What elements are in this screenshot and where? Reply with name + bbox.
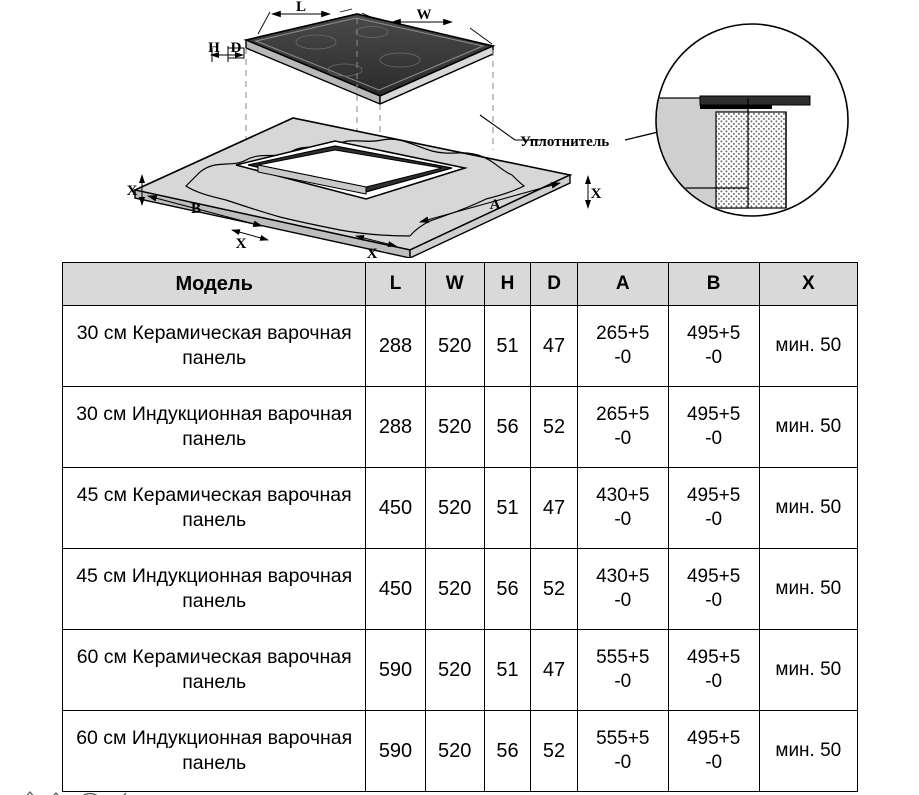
cell-h: 51 (484, 306, 531, 387)
installation-diagram-svg (0, 0, 919, 258)
cell-b: 495+5 -0 (668, 306, 759, 387)
cell-b: 495+5 -0 (668, 468, 759, 549)
cell-d: 52 (531, 711, 578, 792)
dimension-x-right (588, 176, 602, 208)
countertop-cutout-icon (135, 118, 570, 258)
cell-w: 520 (425, 630, 484, 711)
cooktop-panel-icon (246, 14, 493, 104)
cell-w: 520 (425, 306, 484, 387)
column-header-w: W (425, 263, 484, 306)
installation-diagram (0, 0, 919, 258)
label-a: A (489, 197, 501, 213)
cell-d: 52 (531, 387, 578, 468)
table-row (63, 711, 858, 792)
cell-h: 51 (484, 630, 531, 711)
table-row (63, 306, 858, 387)
cell-h: 56 (484, 387, 531, 468)
cell-a: 430+5 -0 (577, 549, 668, 630)
cell-b: 495+5 -0 (668, 711, 759, 792)
table-row (63, 630, 858, 711)
cell-l: 450 (366, 468, 425, 549)
cell-x: мин. 50 (759, 387, 857, 468)
cell-w: 520 (425, 387, 484, 468)
column-header-h: H (484, 263, 531, 306)
cell-model: 30 см Индукционная варочная панель (63, 387, 366, 468)
cell-x: мин. 50 (759, 306, 857, 387)
specifications-table-wrapper (62, 262, 858, 792)
label-x-left: X (126, 183, 138, 199)
label-l: L (295, 0, 307, 15)
table-row (63, 549, 858, 630)
cell-d: 47 (531, 306, 578, 387)
cell-x: мин. 50 (759, 711, 857, 792)
seal-detail-circle-icon (656, 24, 848, 216)
label-h: H (208, 40, 220, 56)
dimension-h-d (208, 40, 244, 62)
cell-w: 520 (425, 549, 484, 630)
cell-b: 495+5 -0 (668, 387, 759, 468)
cell-d: 47 (531, 468, 578, 549)
cell-h: 56 (484, 711, 531, 792)
cell-model: 45 см Индукционная варочная панель (63, 549, 366, 630)
cell-model: 45 см Керамическая варочная панель (63, 468, 366, 549)
cell-a: 265+5 -0 (577, 306, 668, 387)
column-header-l: L (366, 263, 425, 306)
cell-h: 51 (484, 468, 531, 549)
label-d: D (230, 40, 242, 56)
column-header-d: D (531, 263, 578, 306)
cell-b: 495+5 -0 (668, 549, 759, 630)
cell-b: 495+5 -0 (668, 630, 759, 711)
table-header-row (63, 263, 858, 306)
cell-l: 590 (366, 630, 425, 711)
column-header-a: A (577, 263, 668, 306)
table-row (63, 468, 858, 549)
cell-model: 60 см Керамическая варочная панель (63, 630, 366, 711)
cell-d: 52 (531, 549, 578, 630)
cell-l: 288 (366, 306, 425, 387)
cell-w: 520 (425, 468, 484, 549)
seal-callout-label: Уплотнитель (520, 134, 610, 150)
page-bottom-artifact (20, 786, 200, 795)
label-x-right: X (590, 186, 602, 202)
label-w: W (416, 7, 432, 23)
cell-h: 56 (484, 549, 531, 630)
cell-l: 590 (366, 711, 425, 792)
label-b: B (190, 201, 202, 217)
cell-a: 430+5 -0 (577, 468, 668, 549)
column-header-model: Модель (63, 263, 366, 306)
cell-d: 47 (531, 630, 578, 711)
label-x-bottom-left: X (235, 236, 247, 252)
label-x-bottom-right: X (366, 246, 378, 258)
cell-model: 60 см Индукционная варочная панель (63, 711, 366, 792)
dimension-x-bottom-left (232, 230, 268, 252)
cell-a: 555+5 -0 (577, 711, 668, 792)
cell-model: 30 см Керамическая варочная панель (63, 306, 366, 387)
column-header-x: X (759, 263, 857, 306)
cell-w: 520 (425, 711, 484, 792)
cell-x: мин. 50 (759, 468, 857, 549)
cell-a: 265+5 -0 (577, 387, 668, 468)
table-row (63, 387, 858, 468)
column-header-b: B (668, 263, 759, 306)
cell-x: мин. 50 (759, 549, 857, 630)
cell-l: 288 (366, 387, 425, 468)
cell-a: 555+5 -0 (577, 630, 668, 711)
specifications-table (62, 262, 858, 792)
cell-x: мин. 50 (759, 630, 857, 711)
cell-l: 450 (366, 549, 425, 630)
